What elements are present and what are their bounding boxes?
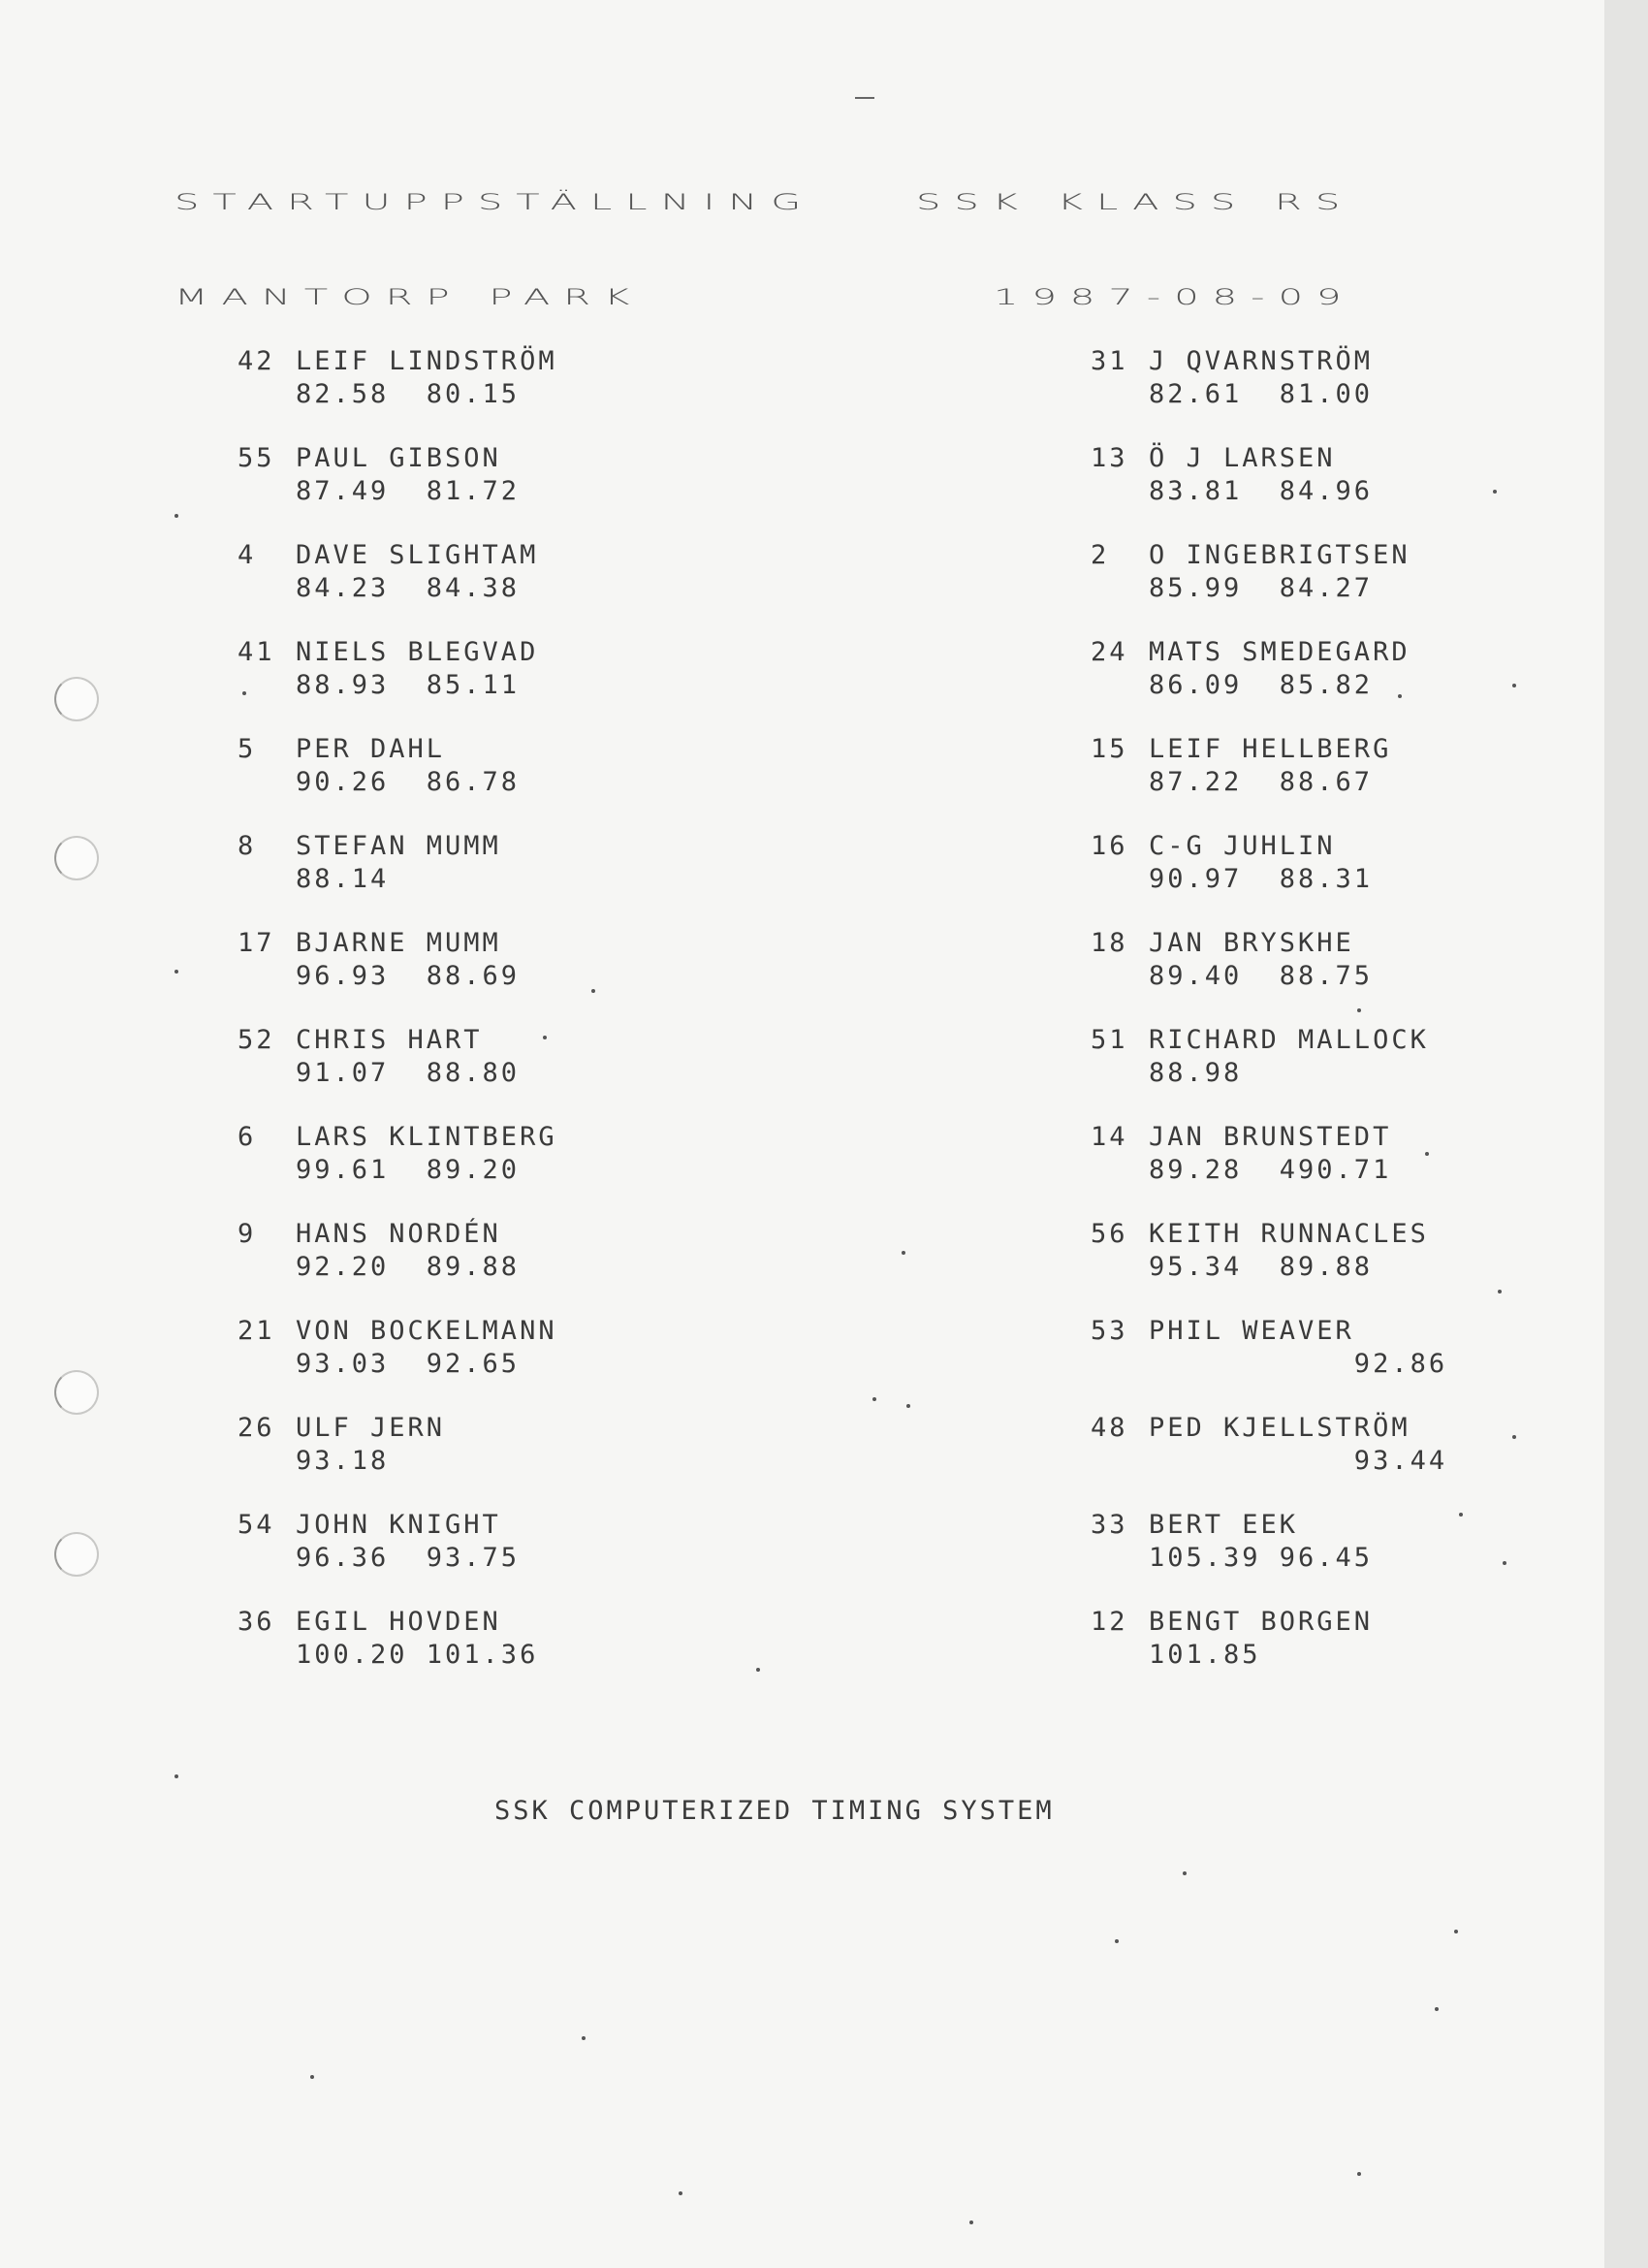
- start-number: 17: [238, 928, 275, 958]
- start-number: 12: [1091, 1607, 1128, 1637]
- driver-entry: [238, 345, 557, 411]
- toner-speck: [1357, 1008, 1361, 1012]
- driver-name: C-G JUHLIN: [1149, 831, 1336, 861]
- lap-times: 96.36 93.75: [296, 1543, 521, 1573]
- driver-entry: [238, 636, 538, 702]
- driver-line: [1091, 1509, 1373, 1542]
- driver-name: LEIF LINDSTRÖM: [296, 346, 557, 376]
- driver-name: ULF JERN: [296, 1413, 446, 1443]
- lap-times: 90.26 86.78: [296, 767, 521, 797]
- start-number: 51: [1091, 1025, 1128, 1055]
- toner-speck: [174, 514, 178, 518]
- driver-name: DAVE SLIGHTAM: [296, 540, 539, 570]
- driver-name: PER DAHL: [296, 734, 446, 764]
- lap-times: 95.34 89.88: [1149, 1252, 1374, 1282]
- start-number: 4: [238, 540, 257, 570]
- driver-name: HANS NORDÉN: [296, 1219, 501, 1249]
- start-number: 54: [238, 1510, 275, 1540]
- lap-times: 90.97 88.31: [1149, 864, 1374, 894]
- driver-name: JOHN KNIGHT: [296, 1510, 501, 1540]
- driver-entry: [1091, 1606, 1373, 1672]
- driver-line: [238, 1606, 538, 1639]
- toner-speck: [582, 2036, 586, 2040]
- lap-times: 87.22 88.67: [1149, 767, 1374, 797]
- toner-speck: [1454, 1930, 1458, 1933]
- driver-name: KEITH RUNNACLES: [1149, 1219, 1429, 1249]
- lap-times: 89.28 490.71: [1149, 1155, 1392, 1185]
- start-number: 33: [1091, 1510, 1128, 1540]
- driver-line: [1091, 1121, 1391, 1154]
- driver-line: [1091, 1606, 1373, 1639]
- toner-speck: [1459, 1513, 1463, 1517]
- driver-entry: [1091, 1315, 1447, 1381]
- toner-speck: [174, 1774, 178, 1778]
- driver-entry: [1091, 1121, 1391, 1187]
- driver-line: [238, 345, 557, 378]
- driver-entry: [1091, 345, 1373, 411]
- driver-line: [238, 539, 538, 572]
- lap-times: 92.20 89.88: [296, 1252, 521, 1282]
- lap-times: 85.99 84.27: [1149, 573, 1374, 603]
- start-number: 24: [1091, 637, 1128, 667]
- driver-name: Ö J LARSEN: [1149, 443, 1336, 473]
- footer-text: SSK COMPUTERIZED TIMING SYSTEM: [494, 1796, 1055, 1826]
- start-number: 56: [1091, 1219, 1128, 1249]
- driver-entry: [1091, 1218, 1429, 1284]
- toner-speck: [902, 1251, 905, 1255]
- event-date: 1987-08-09: [994, 285, 1355, 310]
- toner-speck: [242, 691, 246, 695]
- driver-line: [1091, 1315, 1447, 1348]
- start-number: 8: [238, 831, 257, 861]
- driver-line: [238, 442, 520, 475]
- start-number: 18: [1091, 928, 1128, 958]
- lap-times: 93.03 92.65: [296, 1349, 521, 1379]
- punch-hole: [54, 836, 99, 880]
- driver-line: [1091, 1218, 1429, 1251]
- driver-name: BERT EEK: [1149, 1510, 1299, 1540]
- driver-name: BJARNE MUMM: [296, 928, 501, 958]
- toner-speck: [174, 970, 178, 974]
- toner-speck: [1503, 1561, 1506, 1565]
- toner-speck: [543, 1036, 547, 1039]
- driver-line: [238, 830, 501, 863]
- driver-line: [1091, 830, 1373, 863]
- lap-times: 93.18: [296, 1446, 390, 1476]
- driver-line: [1091, 1024, 1429, 1057]
- lap-times: 91.07 88.80: [296, 1058, 521, 1088]
- lap-times: 88.14: [296, 864, 390, 894]
- lap-times: 92.86: [1149, 1349, 1448, 1379]
- driver-name: STEFAN MUMM: [296, 831, 501, 861]
- toner-speck: [1398, 694, 1402, 698]
- start-number: 53: [1091, 1316, 1128, 1346]
- toner-speck: [1435, 2007, 1439, 2011]
- driver-entry: [238, 1121, 557, 1187]
- toner-speck: [591, 989, 595, 993]
- driver-entry: [1091, 733, 1391, 799]
- driver-name: JAN BRUNSTEDT: [1149, 1122, 1392, 1152]
- sheet-edge-shadow: [1604, 0, 1648, 2268]
- toner-speck: [969, 2220, 973, 2224]
- driver-line: [1091, 927, 1373, 960]
- toner-speck: [1493, 490, 1497, 494]
- driver-entry: [238, 1509, 520, 1575]
- driver-name: O INGEBRIGTSEN: [1149, 540, 1410, 570]
- start-number: 14: [1091, 1122, 1128, 1152]
- driver-entry: [238, 539, 538, 605]
- lap-times: 100.20 101.36: [296, 1640, 539, 1670]
- start-number: 9: [238, 1219, 257, 1249]
- driver-line: [1091, 1412, 1447, 1445]
- driver-line: [238, 1412, 445, 1445]
- driver-line: [1091, 539, 1410, 572]
- toner-speck: [1512, 1435, 1516, 1439]
- driver-line: [238, 1024, 520, 1057]
- driver-entry: [238, 830, 501, 896]
- lap-times: 105.39 96.45: [1149, 1543, 1374, 1573]
- driver-name: PED KJELLSTRÖM: [1149, 1413, 1410, 1443]
- driver-entry: [1091, 1024, 1429, 1090]
- driver-name: RICHARD MALLOCK: [1149, 1025, 1429, 1055]
- driver-name: CHRIS HART: [296, 1025, 483, 1055]
- toner-speck: [310, 2075, 314, 2079]
- lap-times: 88.93 85.11: [296, 670, 521, 700]
- driver-line: [238, 1218, 520, 1251]
- driver-line: [238, 1509, 520, 1542]
- driver-name: PAUL GIBSON: [296, 443, 501, 473]
- driver-entry: [238, 1024, 520, 1090]
- lap-times: 82.61 81.00: [1149, 379, 1374, 409]
- lap-times: 84.23 84.38: [296, 573, 521, 603]
- start-number: 15: [1091, 734, 1128, 764]
- driver-entry: [238, 442, 520, 508]
- start-number: 36: [238, 1607, 275, 1637]
- toner-speck: [1498, 1290, 1502, 1294]
- driver-line: [1091, 733, 1391, 766]
- driver-name: MATS SMEDEGARD: [1149, 637, 1410, 667]
- lap-times: 99.61 89.20: [296, 1155, 521, 1185]
- start-number: 16: [1091, 831, 1128, 861]
- punch-hole: [54, 1370, 99, 1415]
- driver-line: [1091, 636, 1410, 669]
- start-number: 41: [238, 637, 275, 667]
- driver-name: EGIL HOVDEN: [296, 1607, 501, 1637]
- start-number: 52: [238, 1025, 275, 1055]
- start-number: 48: [1091, 1413, 1128, 1443]
- driver-name: LARS KLINTBERG: [296, 1122, 557, 1152]
- lap-times: 101.85: [1149, 1640, 1261, 1670]
- driver-entry: [1091, 539, 1410, 605]
- toner-speck: [1183, 1871, 1187, 1875]
- driver-name: VON BOCKELMANN: [296, 1316, 557, 1346]
- driver-entry: [1091, 1509, 1373, 1575]
- driver-entry: [238, 733, 520, 799]
- lap-times: 86.09 85.82: [1149, 670, 1374, 700]
- toner-speck: [1512, 684, 1516, 687]
- venue-title: MANTORP PARK: [174, 285, 644, 310]
- driver-line: [238, 1121, 557, 1154]
- driver-entry: [1091, 636, 1410, 702]
- start-number: 2: [1091, 540, 1110, 570]
- driver-line: [238, 636, 538, 669]
- lap-times: 89.40 88.75: [1149, 961, 1374, 991]
- punch-hole: [54, 1532, 99, 1577]
- driver-line: [1091, 442, 1373, 475]
- driver-name: NIELS BLEGVAD: [296, 637, 539, 667]
- driver-entry: [238, 1606, 538, 1672]
- toner-speck: [679, 2191, 682, 2195]
- punch-hole: [54, 677, 99, 721]
- toner-speck: [872, 1397, 876, 1401]
- stray-mark: [855, 97, 874, 99]
- driver-entry: [238, 1412, 445, 1478]
- start-number: 31: [1091, 346, 1128, 376]
- start-number: 21: [238, 1316, 275, 1346]
- driver-entry: [1091, 830, 1373, 896]
- driver-line: [238, 733, 520, 766]
- driver-entry: [238, 1315, 557, 1381]
- start-number: 55: [238, 443, 275, 473]
- lap-times: 96.93 88.69: [296, 961, 521, 991]
- toner-speck: [1357, 2172, 1361, 2176]
- class-title: SSK KLASS RS: [916, 190, 1354, 215]
- start-number: 5: [238, 734, 257, 764]
- toner-speck: [756, 1668, 760, 1672]
- start-number: 6: [238, 1122, 257, 1152]
- driver-name: LEIF HELLBERG: [1149, 734, 1392, 764]
- driver-name: BENGT BORGEN: [1149, 1607, 1374, 1637]
- driver-entry: [238, 927, 520, 993]
- lap-times: 82.58 80.15: [296, 379, 521, 409]
- start-number: 13: [1091, 443, 1128, 473]
- driver-name: JAN BRYSKHE: [1149, 928, 1354, 958]
- driver-line: [1091, 345, 1373, 378]
- lap-times: 87.49 81.72: [296, 476, 521, 506]
- driver-entry: [1091, 442, 1373, 508]
- driver-line: [238, 927, 520, 960]
- lap-times: 83.81 84.96: [1149, 476, 1374, 506]
- document-title: STARTUPPSTÄLLNING: [174, 190, 815, 215]
- toner-speck: [1425, 1152, 1429, 1156]
- lap-times: 88.98: [1149, 1058, 1243, 1088]
- driver-name: PHIL WEAVER: [1149, 1316, 1354, 1346]
- driver-entry: [238, 1218, 520, 1284]
- driver-line: [238, 1315, 557, 1348]
- toner-speck: [906, 1404, 910, 1408]
- driver-name: J QVARNSTRÖM: [1149, 346, 1374, 376]
- start-number: 42: [238, 346, 275, 376]
- driver-entry: [1091, 1412, 1447, 1478]
- start-number: 26: [238, 1413, 275, 1443]
- lap-times: 93.44: [1149, 1446, 1448, 1476]
- driver-entry: [1091, 927, 1373, 993]
- toner-speck: [1115, 1939, 1119, 1943]
